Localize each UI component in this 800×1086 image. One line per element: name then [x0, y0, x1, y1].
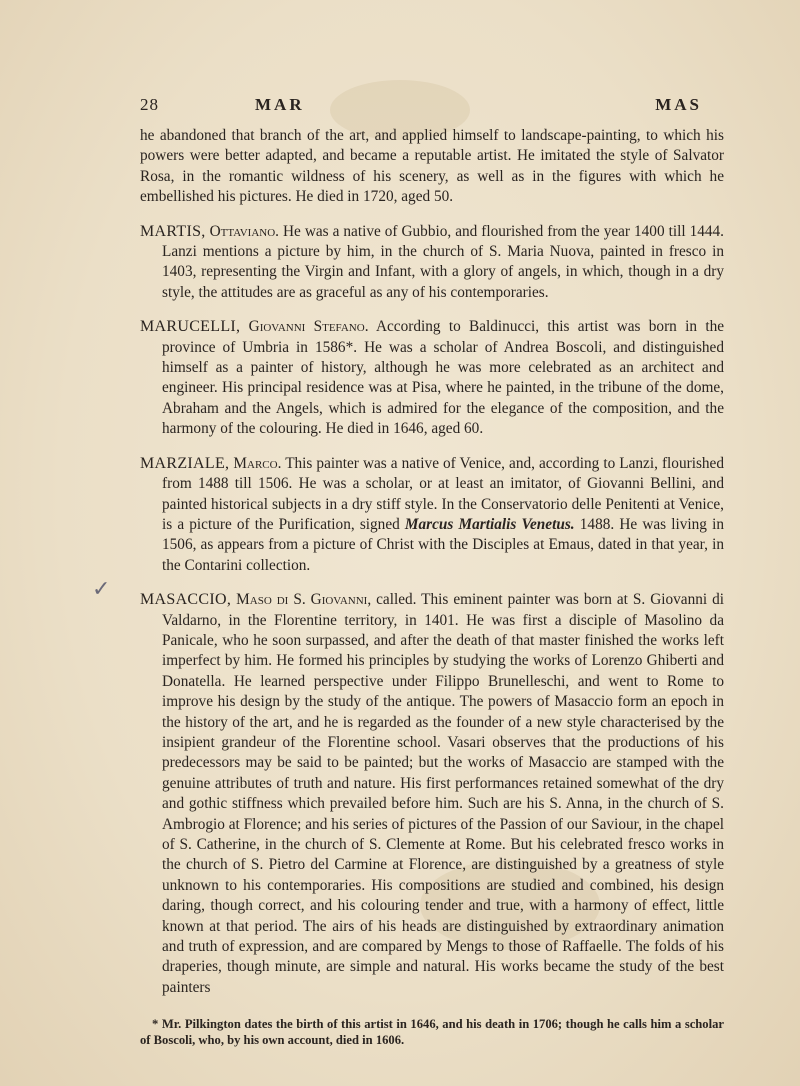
entry-surname: MASACCIO,: [140, 591, 232, 609]
entry-signature: Marcus Martialis Venetus.: [404, 515, 575, 533]
entry-marziale: [140, 454, 724, 576]
entry-text: called. This eminent painter was born at S. Giovanni di Valdarno, in the Florentine territory, in 1401. He was first a disciple of Masolino da Panicale, who he soon surpassed, and after the death of that master finished the works left imperfect by him. He formed his principles by studying the works of Lorenzo Ghiberti and Donatella. He learned perspective under Filippo Brunelleschi, and went to Rome to improve his design by the study of the antique. The powers of Masaccio form an epoch in the history of the art, and he is regarded as the founder of a new style characterised by the insipient grandeur of the Florentine school. Vasari observes that the productions of his predecessors may be said to be painted; but the works of Masaccio are stamped with the genuine attributes of truth and nature. His first performances retained somewhat of the dry and gothic stiffness which prevailed before him. Such are his S. Anna, in the church of S. Ambrogio at Florence; and his series of pictures of the Passion of our Saviour, in the chapel of S. Catherine, in the church of S. Clemente at Rome. But his celebrated fresco works in the church of S. Pietro del Carmine at Florence, are distinguished by a greatness of style unknown to his contemporaries. His compositions are studied and combined, his design daring, though correct, and his colouring tender and true, with a harmony of effect, little known at that period. The airs of his heads are distinguished by extraordinary animation and truth of expression, and are compared by Mengs to those of Raffaelle. The folds of his draperies, though minute, are simple and natural. His works became the study of the best painters: [162, 591, 724, 996]
entry-masaccio: [140, 590, 724, 998]
footnote: * Mr. Pilkington dates the birth of this artist in 1646, and his death in 1706; though he calls him a scholar of Boscoli, who, by his own account, died in 1606.: [140, 1017, 724, 1047]
entry-surname: MARZIALE,: [140, 454, 230, 472]
running-header: [140, 95, 720, 119]
entry-text: 1488. He was living in 1506, as appears from a picture of Christ with the Disciples at Emaus, dated in that year, in the Contarini collection.: [162, 515, 724, 574]
entry-forename: Marco.: [233, 454, 282, 472]
entry-forename: Ottaviano.: [209, 222, 279, 240]
page-body: [140, 126, 724, 1012]
entry-text: He was a native of Gubbio, and flourished from the year 1400 till 1444. Lanzi mentions a picture by him, in the church of S. Maria Nuova, painted in fresco in 1403, representing the Virgin and Infant, with a glory of angels, in which, though in a dry style, the attitudes are as graceful as any of his contemporaries.: [162, 222, 724, 301]
page-number: 28: [140, 95, 159, 114]
entry-text: According to Baldinucci, this artist was born in the province of Umbria in 1586*. He was a scholar of Andrea Boscoli, and distinguished himself as a painter of history, although he was more celebrated as an architect and engineer. His principal residence was at Pisa, where he painted, in the tribune of the dome, Abraham and the Angels, which is admired for the elegance of the composition, and the harmony of the colouring. He died in 1646, aged 60.: [162, 318, 725, 438]
entry-surname: MARTIS,: [140, 222, 206, 240]
running-head-left: MAR: [255, 95, 305, 114]
entry-martis: [140, 222, 724, 304]
entry-forename: Maso di S. Giovanni,: [236, 591, 372, 609]
running-head-right: MAS: [655, 95, 702, 114]
entry-marucelli: [140, 317, 724, 439]
entry-forename: Giovanni Stefano.: [248, 318, 369, 336]
entry-surname: MARUCELLI,: [140, 318, 241, 336]
entry-text: he abandoned that branch of the art, and applied himself to landscape-painting, to which his powers were better adapted, and became a reputable artist. He imitated the style of Salvator Rosa, in the romantic wildness of his scenery, as well as in the figures with which he embellished his pictures. He died in 1720, aged 50.: [140, 127, 724, 206]
entry-text: This painter was a native of Venice, and, according to Lanzi, flourished from 1488 till 1506. He was a scholar, or at least an imitator, of Giovanni Bellini, and painted historical subjects in a dry stiff style. In the Conservatorio delle Penitenti at Venice, is a picture of the Purification, signed: [162, 454, 724, 533]
pencil-margin-mark: ✓: [92, 576, 111, 601]
entry-continuation: [140, 126, 724, 208]
